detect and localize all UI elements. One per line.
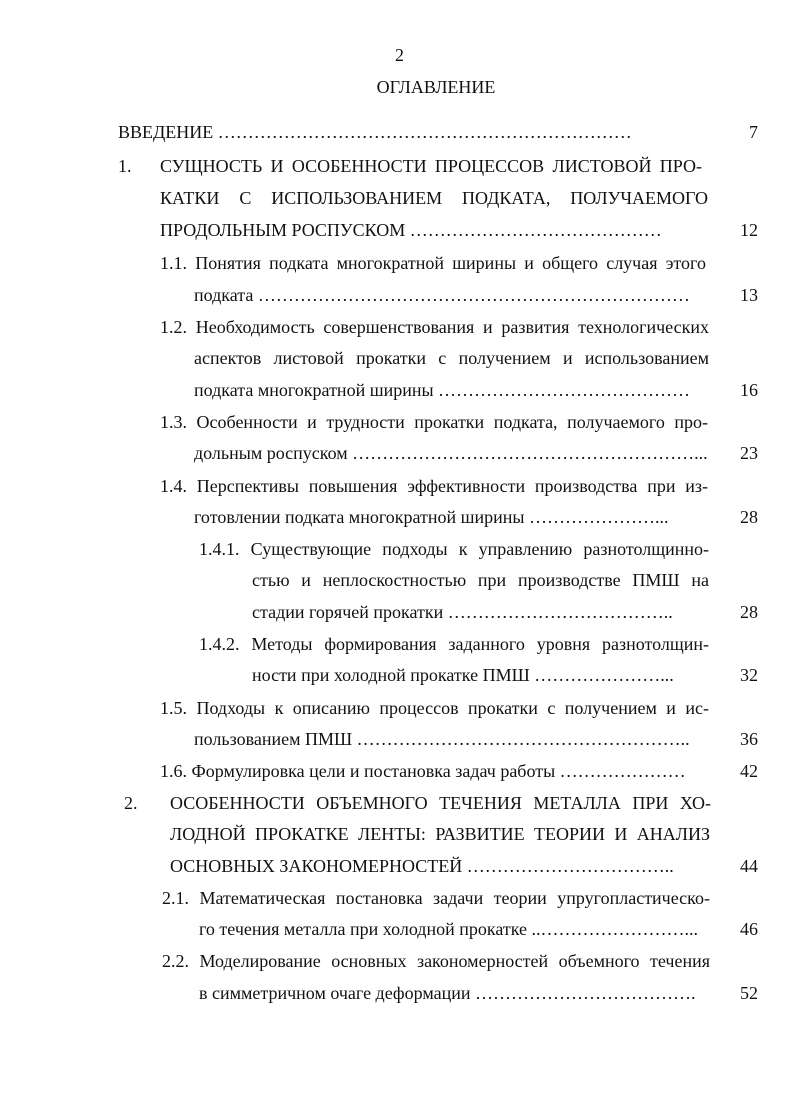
toc-entry-text: ВВЕДЕНИЕ ……………………………………………………………	[118, 122, 632, 142]
page-number: 2	[395, 45, 404, 65]
toc-page-number: 16	[740, 380, 758, 400]
toc-entry-text: стадии горячей прокатки ………………………………..	[252, 602, 673, 622]
toc-entry-text: 2.1. Математическая постановка задачи теории упругопластическо-	[162, 888, 710, 908]
toc-entry-text: ности при холодной прокатке ПМШ …………………...	[252, 665, 674, 685]
toc-page-number: 12	[740, 220, 758, 240]
toc-heading: ОГЛАВЛЕНИЕ	[376, 77, 496, 97]
toc-entry-text: го течения металла при холодной прокатке ..……………………...	[199, 919, 699, 939]
toc-entry-text: 1.6. Формулировка цели и постановка задач работы …………………	[160, 761, 686, 781]
toc-entry-text: ПРОДОЛЬНЫМ РОСПУСКОМ ……………………………………	[160, 220, 662, 240]
toc-entry-text: подката многократной ширины ……………………………………	[194, 380, 691, 400]
toc-chapter-number: 2.	[124, 793, 138, 813]
toc-entry-text: 2.2. Моделирование основных закономерностей объемного течения	[162, 951, 710, 971]
toc-entry-text: СУЩНОСТЬ И ОСОБЕННОСТИ ПРОЦЕССОВ ЛИСТОВОЙ ПРО-	[160, 156, 702, 176]
toc-entry-text: 1.3. Особенности и трудности прокатки подката, получаемого про-	[160, 412, 708, 432]
toc-entry-text: 1.4.2. Методы формирования заданного уровня разнотолщин-	[199, 634, 709, 654]
toc-entry-text: ОСНОВНЫХ ЗАКОНОМЕРНОСТЕЙ ……………………………..	[170, 856, 674, 876]
toc-chapter-number: 1.	[118, 156, 132, 176]
toc-entry-text: 1.4. Перспективы повышения эффективности производства при из-	[160, 476, 708, 496]
toc-page-number: 44	[740, 856, 758, 876]
toc-entry-text: 1.5. Подходы к описанию процессов прокатки с получением и ис-	[160, 698, 709, 718]
toc-entry-text: подката ………………………………………………………………	[194, 285, 690, 305]
toc-entry-text: 1.1. Понятия подката многократной ширины и общего случая этого	[160, 253, 706, 273]
toc-page-number: 7	[749, 122, 758, 142]
toc-entry-text: готовлении подката многократной ширины …………………...	[194, 507, 669, 527]
toc-entry-text: в симметричном очаге деформации ……………………………….	[199, 983, 696, 1003]
toc-entry-text: 1.2. Необходимость совершенствования и развития технологических	[160, 317, 709, 337]
toc-page-number: 32	[740, 665, 758, 685]
toc-entry-text: ОСОБЕННОСТИ ОБЪЕМНОГО ТЕЧЕНИЯ МЕТАЛЛА ПРИ ХО-	[170, 793, 711, 813]
toc-entry-text: дольным роспуском …………………………………………………...	[194, 443, 708, 463]
toc-page-number: 46	[740, 919, 758, 939]
toc-entry-text: аспектов листовой прокатки с получением и использованием	[194, 348, 709, 368]
toc-entry-text: КАТКИ С ИСПОЛЬЗОВАНИЕМ ПОДКАТА, ПОЛУЧАЕМОГО	[160, 188, 708, 208]
toc-page-number: 36	[740, 729, 758, 749]
toc-entry-text: пользованием ПМШ ………………………………………………..	[194, 729, 690, 749]
toc-entry-text: 1.4.1. Существующие подходы к управлению разнотолщинно-	[199, 539, 709, 559]
toc-page-number: 28	[740, 507, 758, 527]
toc-entry-text: ЛОДНОЙ ПРОКАТКЕ ЛЕНТЫ: РАЗВИТИЕ ТЕОРИИ И АНАЛИЗ	[170, 824, 710, 844]
toc-entry-text: стью и неплоскостностью при производстве ПМШ на	[252, 570, 709, 590]
toc-page-number: 28	[740, 602, 758, 622]
toc-page-number: 13	[740, 285, 758, 305]
toc-page-number: 42	[740, 761, 758, 781]
toc-page-number: 23	[740, 443, 758, 463]
toc-page-number: 52	[740, 983, 758, 1003]
